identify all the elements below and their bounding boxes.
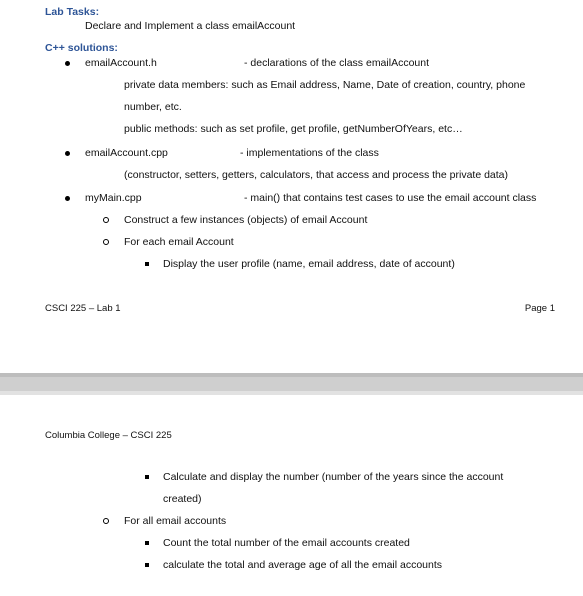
main-sub-for-each: For each email Account xyxy=(124,236,234,248)
main-sub-display-profile: Display the user profile (name, email address, date of account) xyxy=(163,258,455,270)
bullet-square-icon xyxy=(145,563,149,567)
calc-years-item-cont: created) xyxy=(163,493,202,505)
page2-header: Columbia College – CSCI 225 xyxy=(45,430,172,441)
bullet-dot-icon xyxy=(65,61,70,66)
header-file-private-members: private data members: such as Email address, Name, Date of creation, country, phone xyxy=(124,79,526,91)
count-accounts-item: Count the total number of the email accounts created xyxy=(163,537,410,549)
page-separator xyxy=(0,373,583,395)
bullet-square-icon xyxy=(145,475,149,479)
cpp-file-details: (constructor, setters, getters, calculators, that access and process the private data) xyxy=(124,169,509,181)
bullet-dot-icon xyxy=(65,151,70,156)
header-file-private-members-cont: number, etc. xyxy=(124,101,182,113)
solutions-heading: C++ solutions: xyxy=(45,42,118,54)
main-file-name: myMain.cpp xyxy=(85,192,142,204)
bullet-square-icon xyxy=(145,262,149,266)
cpp-file-name: emailAccount.cpp xyxy=(85,147,168,159)
bullet-circle-icon xyxy=(103,518,109,524)
footer-page-number: Page 1 xyxy=(524,303,555,314)
for-all-accounts: For all email accounts xyxy=(124,515,227,527)
header-file-public-methods: public methods: such as set profile, get profile, getNumberOfYears, etc… xyxy=(124,123,463,135)
main-sub-construct: Construct a few instances (objects) of email Account xyxy=(124,214,368,226)
cpp-file-desc: - implementations of the class xyxy=(240,147,379,159)
bullet-dot-icon xyxy=(65,196,70,201)
bullet-circle-icon xyxy=(103,217,109,223)
task-description: Declare and Implement a class emailAccount xyxy=(85,20,296,32)
average-age-item: calculate the total and average age of all the email accounts xyxy=(163,559,443,571)
footer-left: CSCI 225 – Lab 1 xyxy=(45,303,121,314)
calc-years-item: Calculate and display the number (number of the years since the account xyxy=(163,471,504,483)
bullet-circle-icon xyxy=(103,239,109,245)
main-file-desc: - main() that contains test cases to use the email account class xyxy=(244,192,537,204)
bullet-square-icon xyxy=(145,541,149,545)
lab-tasks-heading: Lab Tasks: xyxy=(45,6,100,18)
header-file-name: emailAccount.h xyxy=(85,57,157,69)
header-file-desc: - declarations of the class emailAccount xyxy=(244,57,430,69)
